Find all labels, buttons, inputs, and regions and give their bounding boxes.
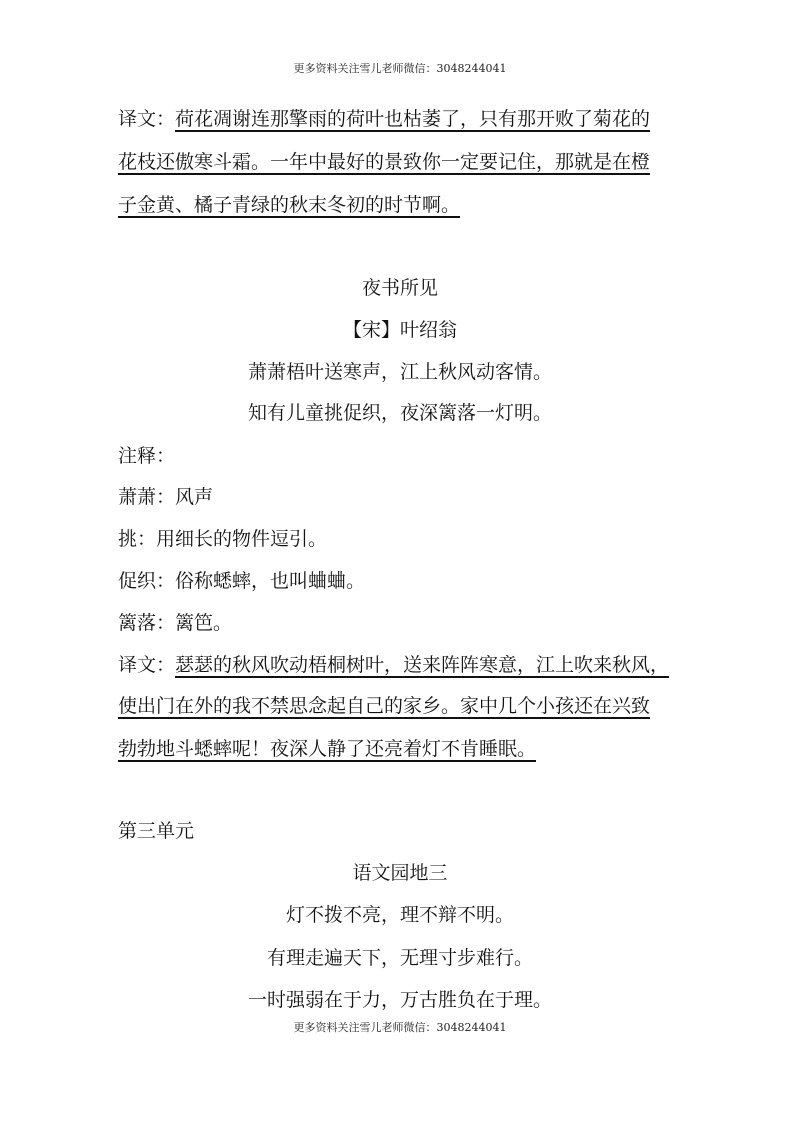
translation-line-3 [118,736,536,762]
translation-label: 译文： [118,654,176,676]
note-item: 篱落：篱笆。 [118,612,233,634]
translation-text: 使出门在外的我不禁思念起自己的家乡。家中几个小孩还在兴致 [118,695,651,717]
note-item: 挑：用细长的物件逗引。 [118,528,328,550]
translation-line-1 [118,652,669,678]
proverb-line: 灯不拨不亮，理不辩不明。 [285,904,514,926]
translation-line-2 [118,149,650,175]
translation-line-1 [118,106,650,132]
translation-text: 花枝还傲寒斗霜。一年中最好的景致你一定要记住，那就是在橙 [118,151,651,173]
unit-title: 语文园地三 [352,862,448,884]
poem-author: 【宋】叶绍翁 [342,319,457,341]
notes-heading: 注释： [118,445,176,467]
poem-line: 萧萧梧叶送寒声，江上秋风动客情。 [247,361,552,383]
page-footer: 更多资料关注雪儿老师微信：3048244041 [293,1021,507,1034]
page-header: 更多资料关注雪儿老师微信：3048244041 [293,62,507,75]
note-item: 促织：俗称蟋蟀，也叫蛐蛐。 [118,570,366,592]
unit-heading: 第三单元 [118,820,195,842]
poem-line: 知有儿童挑促织，夜深篱落一灯明。 [247,402,552,424]
translation-line-2 [118,693,650,719]
poem-title: 夜书所见 [361,277,438,299]
translation-line-3 [118,192,460,218]
proverb-line: 一时强弱在于力，万古胜负在于理。 [247,989,552,1011]
note-item: 萧萧：风声 [118,486,214,508]
translation-label: 译文： [118,108,176,130]
translation-text: 子金黄、橘子青绿的秋末冬初的时节啊。 [118,194,461,216]
translation-text: 瑟瑟的秋风吹动梧桐树叶，送来阵阵寒意，江上吹来秋风， [175,654,670,676]
translation-text: 荷花凋谢连那擎雨的荷叶也枯萎了，只有那开败了菊花的 [175,108,651,130]
proverb-line: 有理走遍天下，无理寸步难行。 [266,947,533,969]
translation-text: 勃勃地斗蟋蟀呢！夜深人静了还亮着灯不肯睡眠。 [118,738,537,760]
